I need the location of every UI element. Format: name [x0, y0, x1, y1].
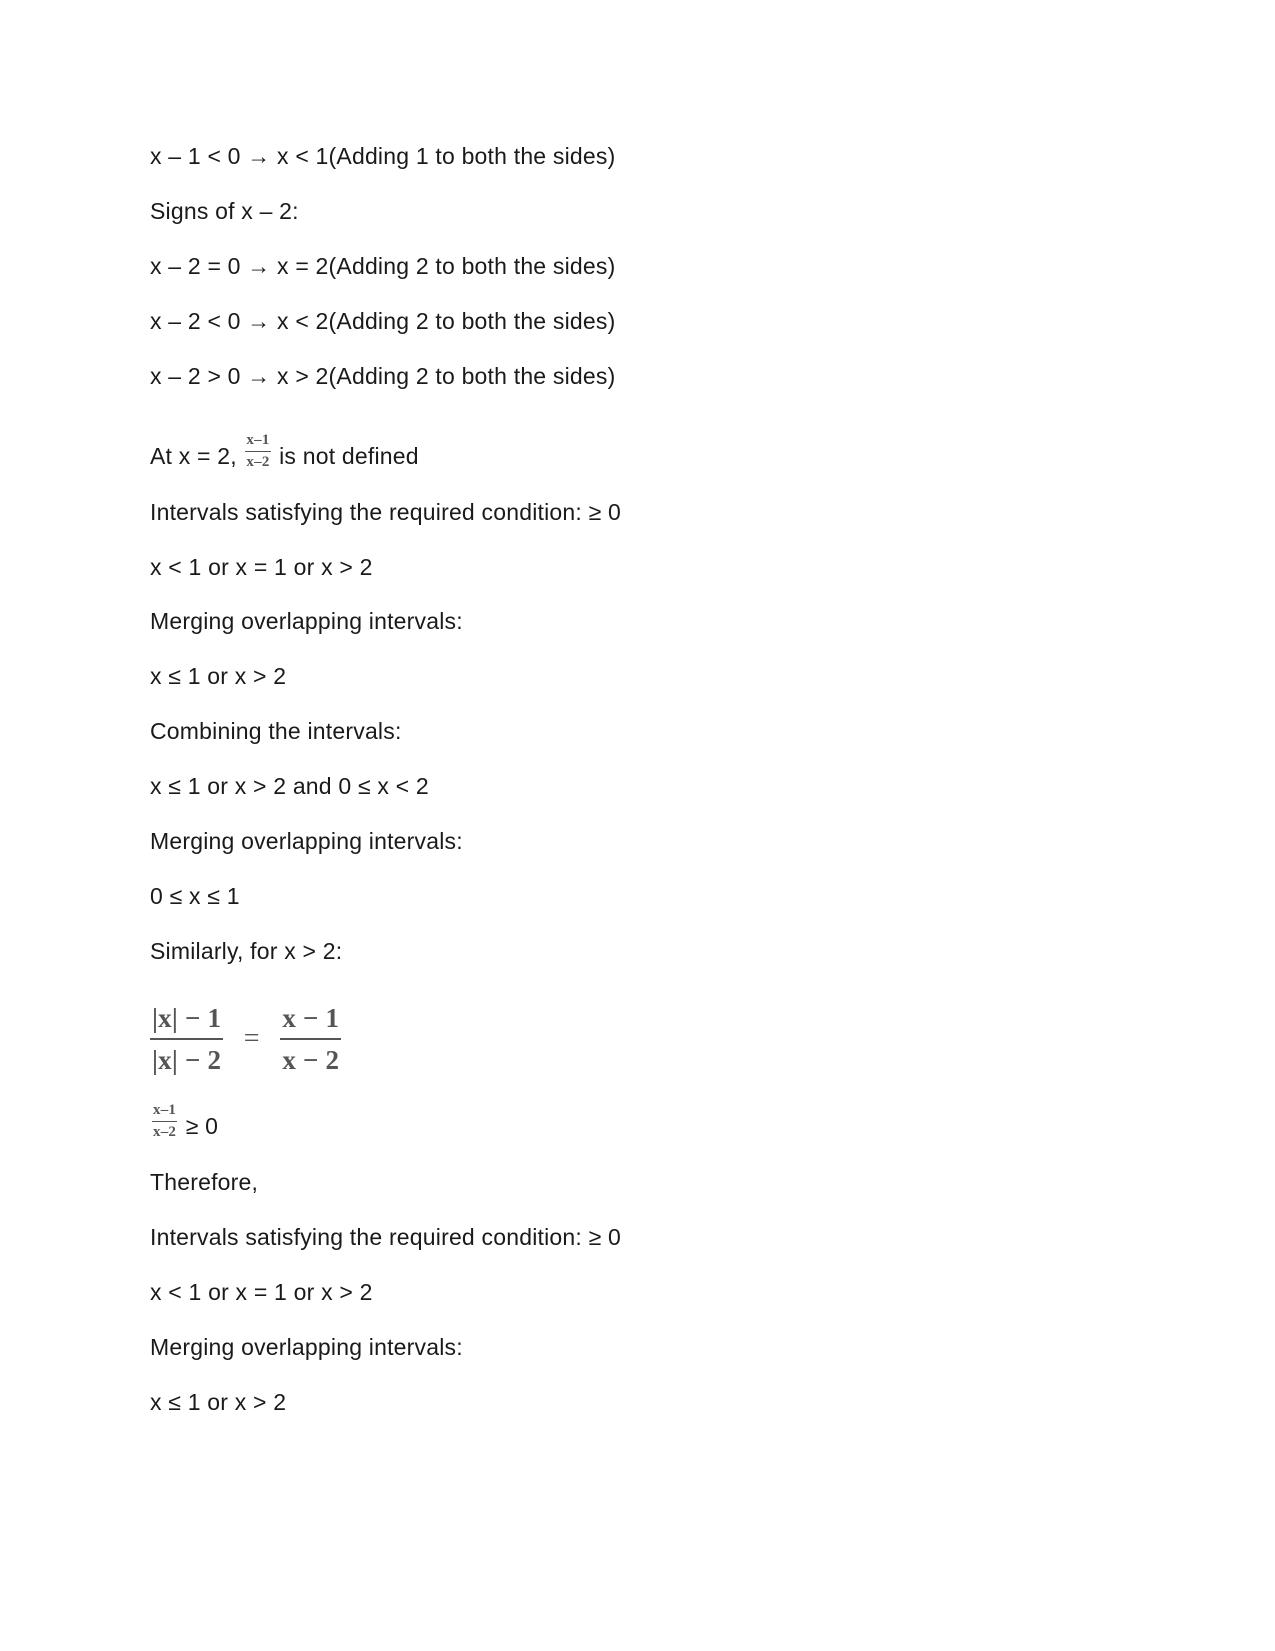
fraction-denominator: x − 2 — [282, 1045, 340, 1075]
text-line: Therefore, — [150, 1169, 259, 1195]
text-line: x ≤ 1 or x > 2 — [150, 1389, 287, 1415]
text-line: x < 1 or x = 1 or x > 2 — [150, 554, 373, 580]
text-line: x ≤ 1 or x > 2 and 0 ≤ x < 2 — [150, 773, 429, 799]
fraction-denominator: |x| − 2 — [152, 1045, 222, 1075]
equation — [150, 1002, 341, 1076]
fraction-numerator: x–1 — [245, 432, 270, 452]
fraction-numerator: x–1 — [152, 1102, 177, 1122]
fraction-numerator: |x| − 1 — [150, 1002, 223, 1040]
text-line: Similarly, for x > 2: — [150, 938, 343, 964]
statement-prefix: At x = 2, — [150, 443, 237, 469]
text-line: x ≤ 1 or x > 2 — [150, 663, 287, 689]
fraction-denominator: x–2 — [153, 1124, 177, 1140]
text-line: Intervals satisfying the required condition: ≥ 0 — [150, 499, 621, 525]
inequality-suffix: ≥ 0 — [185, 1113, 219, 1139]
fraction-numerator: x − 1 — [280, 1002, 341, 1040]
text-line: Merging overlapping intervals: — [150, 828, 463, 854]
statement-suffix: is not defined — [279, 443, 419, 469]
fraction — [152, 1102, 177, 1141]
text-line: 0 ≤ x ≤ 1 — [150, 883, 240, 909]
text-line: Combining the intervals: — [150, 718, 402, 744]
text-line: x – 2 > 0 → x > 2(Adding 2 to both the sides) — [150, 363, 616, 389]
text-line: Merging overlapping intervals: — [150, 608, 463, 634]
text-line: x < 1 or x = 1 or x > 2 — [150, 1279, 373, 1305]
fraction — [245, 432, 270, 471]
text-line: x – 1 < 0 → x < 1(Adding 1 to both the sides) — [150, 143, 616, 169]
text-line: x – 2 = 0 → x = 2(Adding 2 to both the sides) — [150, 253, 616, 279]
equals-sign: = — [243, 1023, 260, 1054]
text-line: Intervals satisfying the required condition: ≥ 0 — [150, 1224, 621, 1250]
text-line: x – 2 < 0 → x < 2(Adding 2 to both the sides) — [150, 308, 616, 334]
text-line: Signs of x – 2: — [150, 198, 299, 224]
equation-left-fraction — [150, 1002, 223, 1076]
text-line: Merging overlapping intervals: — [150, 1334, 463, 1360]
fraction-denominator: x–2 — [246, 454, 270, 470]
inequality — [150, 1102, 218, 1141]
equation-right-fraction — [280, 1002, 341, 1076]
undefined-statement — [150, 432, 419, 471]
